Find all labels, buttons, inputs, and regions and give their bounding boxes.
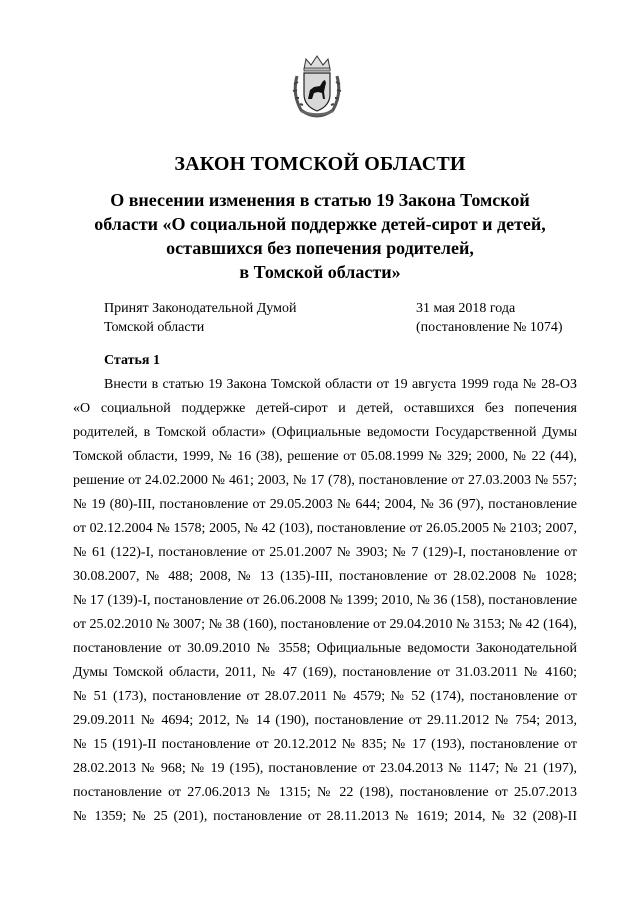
article-heading: Статья 1 bbox=[104, 353, 160, 368]
article-line: № 17 (139)-I, постановление от 26.06.2008 № 1399; 2010, № 36 (158), постановление bbox=[73, 593, 578, 608]
article-line: «О социальной поддержке детей-сирот и детей, оставшихся без попечения bbox=[73, 401, 577, 416]
subtitle-line: области «О социальной поддержке детей-сирот и детей, bbox=[94, 214, 546, 234]
article-line: Томской области, 1999, № 16 (38), решение от 05.08.1999 № 329; 2000, № 22 (44), bbox=[73, 449, 577, 464]
article-line: решение от 24.02.2000 № 461; 2003, № 17 (78), постановление от 27.03.2003 № 557; bbox=[73, 473, 577, 488]
adopted-by-line: Томской области bbox=[104, 320, 205, 335]
adoption-date-line: 31 мая 2018 года bbox=[416, 301, 516, 316]
law-subtitle bbox=[70, 188, 570, 284]
article-line: от 02.12.2004 № 1578; 2005, № 42 (103), постановление от 26.05.2005 № 2103; 2007, bbox=[73, 521, 577, 536]
article-line: № 15 (191)-II постановление от 20.12.2012 № 835; № 17 (193), постановление от bbox=[73, 737, 577, 752]
article-body bbox=[73, 373, 577, 829]
adopted-by-line: Принят Законодательной Думой bbox=[104, 301, 297, 316]
subtitle-line: оставшихся без попечения родителей, bbox=[166, 238, 474, 258]
article-line: Внести в статью 19 Закона Томской области от 19 августа 1999 года № 28-ОЗ bbox=[104, 377, 577, 392]
article-line: № 51 (173), постановление от 28.07.2011 № 4579; № 52 (174), постановление от bbox=[73, 689, 577, 704]
article-line: постановление от 30.09.2010 № 3558; Официальные ведомости Законодательной bbox=[73, 641, 577, 656]
article-line: родителей, в Томской области» (Официальные ведомости Государственной Думы bbox=[73, 425, 577, 440]
article-line: 29.09.2011 № 4694; 2012, № 14 (190), постановление от 29.11.2012 № 754; 2013, bbox=[73, 713, 577, 728]
subtitle-line: в Томской области» bbox=[239, 262, 401, 282]
article-line: № 19 (80)-III, постановление от 29.05.2003 № 644; 2004, № 36 (97), постановление bbox=[73, 497, 577, 512]
resolution-number: (постановление № 1074) bbox=[416, 320, 563, 335]
article-line: Думы Томской области, 2011, № 47 (169), постановление от 31.03.2011 № 4160; bbox=[73, 665, 577, 680]
article-line: постановление от 27.06.2013 № 1315; № 22 (198), постановление от 25.07.2013 bbox=[73, 785, 577, 800]
article-line: от 25.02.2010 № 3007; № 38 (160), постановление от 29.04.2010 № 3153; № 42 (164), bbox=[73, 617, 577, 632]
adopted-by bbox=[104, 299, 296, 337]
article-line: 30.08.2007, № 488; 2008, № 13 (135)-III, постановление от 28.02.2008 № 1028; bbox=[73, 569, 577, 584]
article-line: № 1359; № 25 (201), постановление от 28.11.2013 № 1619; 2014, № 32 (208)-II bbox=[73, 809, 577, 824]
adoption-date bbox=[416, 299, 563, 337]
article-line: 28.02.2013 № 968; № 19 (195), постановление от 23.04.2013 № 1147; № 21 (197), bbox=[73, 761, 577, 776]
coat-of-arms-icon bbox=[291, 54, 343, 118]
law-title: ЗАКОН ТОМСКОЙ ОБЛАСТИ bbox=[174, 153, 466, 175]
subtitle-line: О внесении изменения в статью 19 Закона Томской bbox=[110, 190, 530, 210]
article-line: № 61 (122)-I, постановление от 25.01.2007 № 3903; № 7 (129)-I, постановление от bbox=[73, 545, 577, 560]
